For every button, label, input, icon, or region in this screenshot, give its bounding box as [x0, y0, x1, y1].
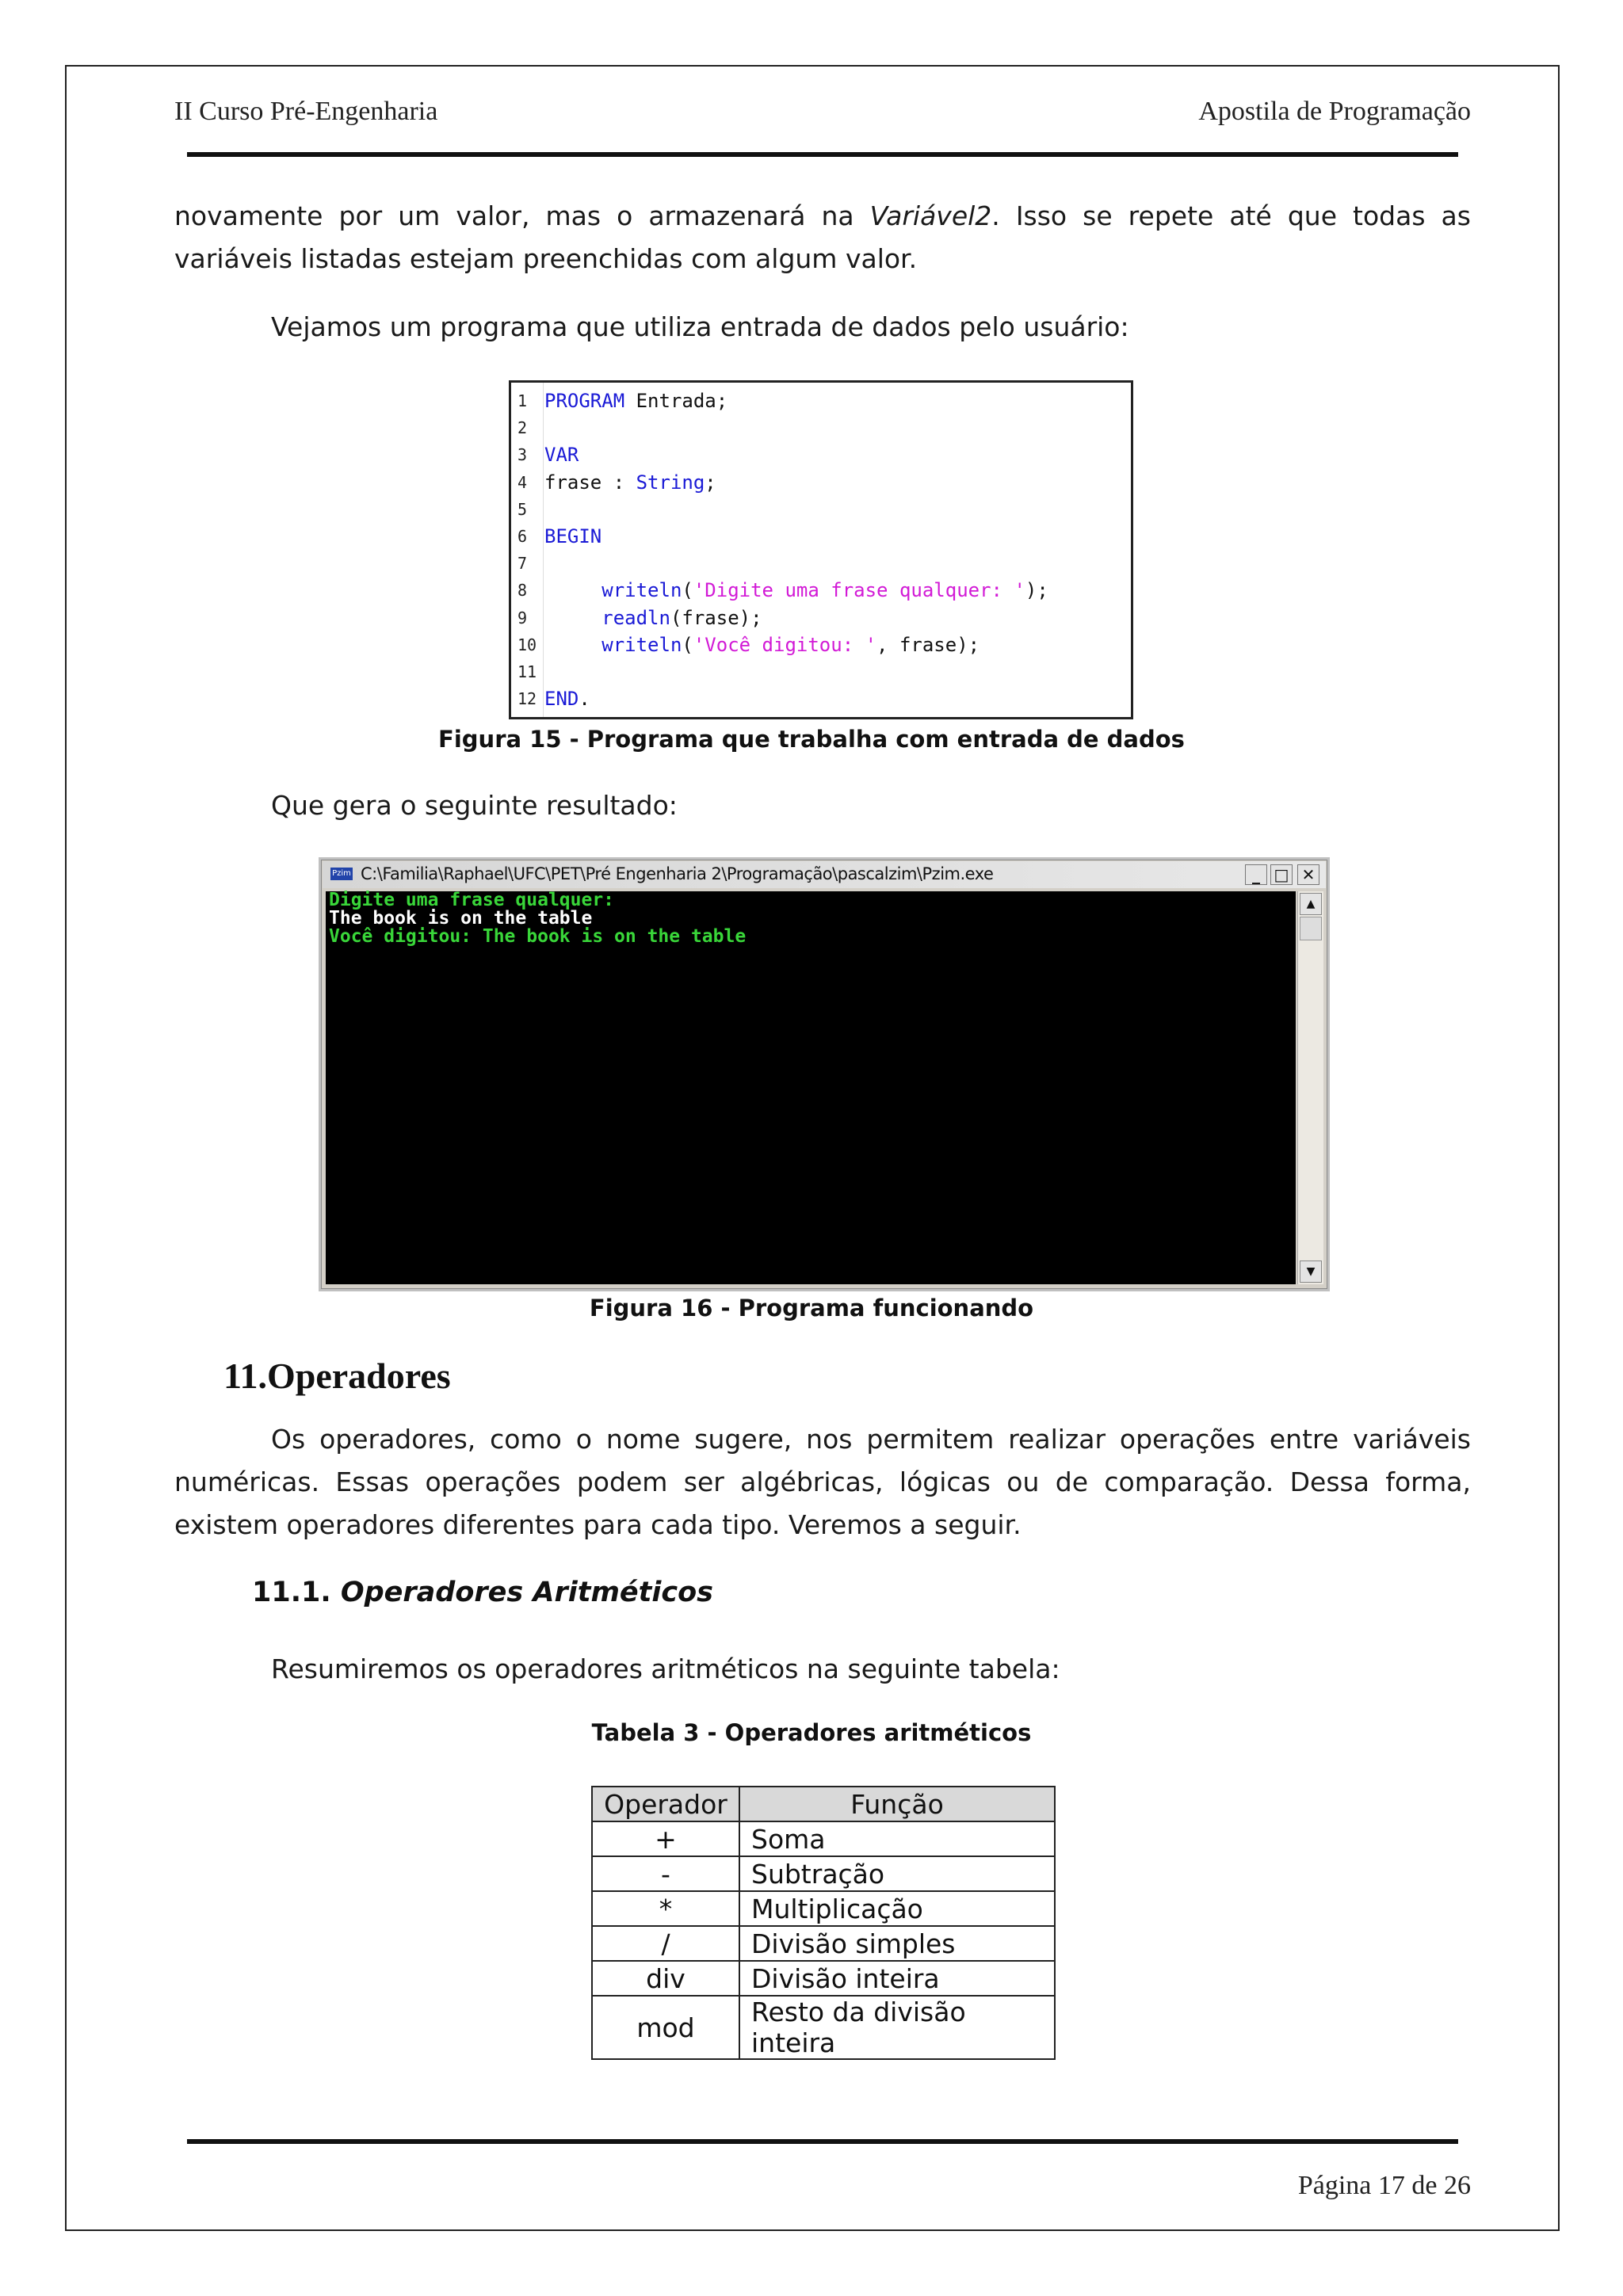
subsection-number: 11.1. — [252, 1577, 341, 1608]
section-heading: 11.Operadores — [223, 1356, 451, 1396]
table-row — [592, 1821, 1055, 1856]
table-row — [592, 1926, 1055, 1961]
code-token: writeln — [601, 579, 682, 602]
scroll-up-button[interactable]: ▲ — [1300, 893, 1322, 915]
code-text — [544, 387, 727, 414]
operator-cell: * — [592, 1891, 739, 1926]
header-right-title: Apostila de Programação — [1198, 97, 1471, 126]
code-token: PROGRAM — [544, 390, 625, 412]
line-number: 6 — [517, 527, 528, 546]
console-output[interactable] — [326, 891, 1296, 1284]
operator-cell: div — [592, 1961, 739, 1996]
code-text — [544, 631, 980, 658]
header-rule — [187, 152, 1458, 157]
code-token — [544, 634, 601, 656]
subsection-text: Resumiremos os operadores aritméticos na seguinte tabela: — [271, 1653, 1060, 1684]
header-operator: Operador — [592, 1787, 739, 1821]
table-header-row — [592, 1787, 1055, 1821]
line-number: 10 — [517, 635, 537, 654]
subsection-paragraph — [174, 1648, 1471, 1691]
maximize-button[interactable]: □ — [1270, 864, 1293, 885]
page-number: Página 17 de 26 — [1297, 2171, 1471, 2200]
code-token: BEGIN — [544, 525, 602, 547]
code-token: ( — [682, 633, 693, 656]
code-gutter — [543, 383, 544, 717]
console-line: The book is on the table — [329, 908, 593, 929]
code-token: , frase); — [876, 633, 980, 656]
program-intro-paragraph — [174, 306, 1471, 349]
table-row — [592, 1891, 1055, 1926]
header-left-title: II Curso Pré-Engenharia — [174, 97, 438, 126]
code-token: ( — [682, 579, 693, 602]
code-token: (frase); — [670, 606, 762, 629]
code-text — [544, 441, 579, 468]
code-token — [544, 607, 601, 629]
minimize-button[interactable]: _ — [1245, 864, 1267, 885]
scroll-down-button[interactable]: ▼ — [1300, 1261, 1322, 1283]
table-row — [592, 1996, 1055, 2059]
code-token: 'Você digitou: ' — [693, 633, 877, 656]
operator-cell: - — [592, 1856, 739, 1891]
figure-15-caption: Figura 15 - Programa que trabalha com entrada de dados — [438, 726, 1185, 753]
intro-variable: Variável2 — [869, 200, 992, 231]
code-text — [544, 685, 590, 712]
line-number: 8 — [517, 581, 528, 601]
program-intro-text: Vejamos um programa que utiliza entrada de dados pelo usuário: — [271, 311, 1129, 342]
code-text — [544, 469, 716, 496]
result-intro-paragraph — [174, 784, 1471, 827]
function-cell: Multiplicação — [739, 1891, 1055, 1926]
code-token: . — [579, 688, 590, 711]
code-token: ; — [705, 471, 716, 494]
code-text — [544, 577, 1048, 604]
line-number: 11 — [517, 662, 537, 681]
console-window — [319, 857, 1330, 1291]
operator-cell: / — [592, 1926, 739, 1961]
code-token: String — [636, 471, 705, 494]
table-3-caption: Tabela 3 - Operadores aritméticos — [591, 1719, 1032, 1746]
code-token: ); — [1025, 579, 1048, 602]
operator-cell: mod — [592, 1996, 739, 2059]
operator-cell: + — [592, 1821, 739, 1856]
operators-table — [591, 1786, 1056, 2060]
line-number: 5 — [517, 499, 528, 519]
code-listing — [509, 380, 1133, 719]
code-token: writeln — [601, 633, 682, 656]
intro-paragraph — [174, 195, 1471, 280]
table-row — [592, 1856, 1055, 1891]
code-token — [544, 579, 601, 601]
function-cell: Divisão simples — [739, 1926, 1055, 1961]
table-row — [592, 1961, 1055, 1996]
code-text — [544, 523, 601, 550]
function-cell: Soma — [739, 1821, 1055, 1856]
console-line: Você digitou: The book is on the table — [329, 926, 747, 947]
result-intro-text: Que gera o seguinte resultado: — [271, 790, 678, 821]
code-token: VAR — [544, 444, 579, 467]
function-cell: Subtração — [739, 1856, 1055, 1891]
close-button[interactable]: ✕ — [1297, 864, 1319, 885]
pzim-app-icon: Pzim — [330, 868, 353, 880]
function-cell: Resto da divisão inteira — [739, 1996, 1055, 2059]
line-number: 3 — [517, 445, 528, 465]
console-window-title: C:\Familia\Raphael\UFC\PET\Pré Engenharia 2\Programação\pascalzim\Pzim.exe — [361, 864, 994, 883]
subsection-title: Operadores Aritméticos — [340, 1577, 714, 1608]
console-line: Digite uma frase qualquer: — [329, 890, 615, 910]
line-number: 2 — [517, 418, 528, 438]
intro-text-a: novamente por um valor, mas o armazenará na — [174, 200, 870, 231]
line-number: 9 — [517, 608, 528, 627]
intro-text-b: . Isso se repete até que todas as variáveis listadas estejam preenchidas com algum valor. — [174, 200, 1471, 274]
figure-16-caption: Figura 16 - Programa funcionando — [589, 1295, 1034, 1322]
section-text: Os operadores, como o nome sugere, nos permitem realizar operações entre variáveis numéricas. Essas operações podem ser algébricas, lógicas ou de comparação. Dessa forma, existem operadores diferentes para cada tipo. Veremos a seguir. — [174, 1424, 1471, 1540]
code-token: END — [544, 688, 579, 711]
footer-rule — [187, 2139, 1458, 2144]
code-token: frase : — [544, 471, 636, 494]
subsection-heading — [252, 1577, 713, 1608]
header-function: Função — [739, 1787, 1055, 1821]
section-paragraph — [174, 1418, 1471, 1547]
code-token: readln — [601, 606, 670, 629]
line-number: 4 — [517, 472, 528, 492]
line-number: 7 — [517, 554, 528, 574]
code-text — [544, 605, 762, 631]
line-number: 1 — [517, 391, 528, 410]
scrollbar-thumb[interactable] — [1300, 917, 1322, 940]
code-token: Entrada; — [624, 390, 728, 412]
code-token: 'Digite uma frase qualquer: ' — [693, 579, 1025, 602]
line-number: 12 — [517, 689, 537, 709]
function-cell: Divisão inteira — [739, 1961, 1055, 1996]
console-title-bar[interactable] — [323, 861, 1326, 888]
console-scrollbar[interactable] — [1297, 891, 1323, 1284]
